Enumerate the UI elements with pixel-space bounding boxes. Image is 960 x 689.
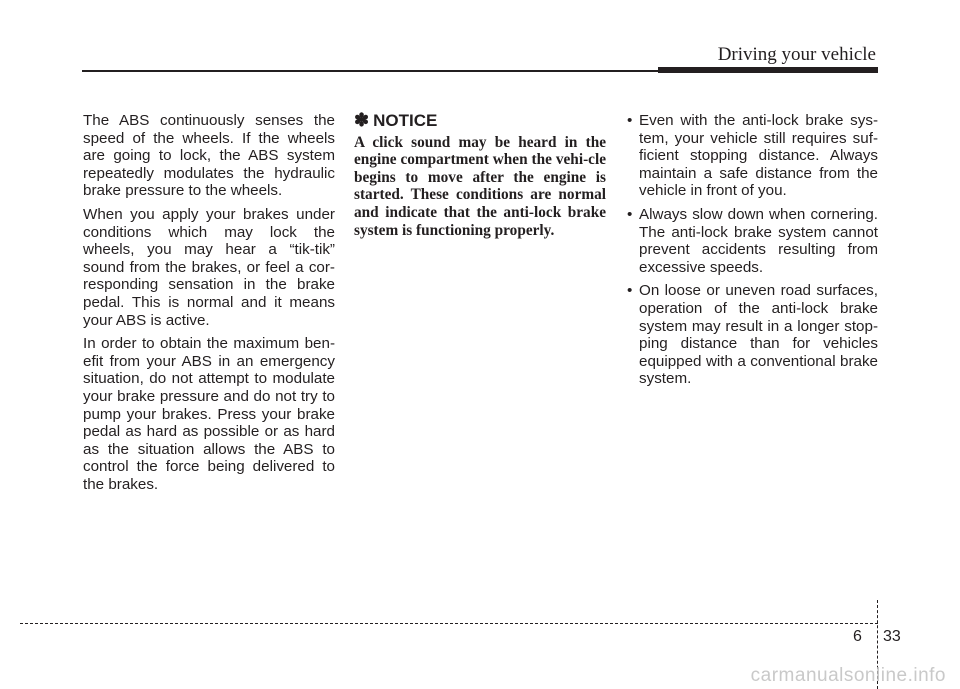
list-item: • Even with the anti-lock brake sys-tem, your vehicle still requires suf-ficient stopping distance. Always maintain a safe distance from the vehicle in front of you. — [625, 112, 878, 200]
list-item: • On loose or uneven road surfaces, operation of the anti-lock brake system may result in a longer stop-ping distance than for vehicles equipped with a conventional brake system. — [625, 282, 878, 388]
column-abs-description — [83, 112, 335, 499]
notice-box — [354, 112, 606, 245]
list-item: • Always slow down when cornering. The anti-lock brake system cannot prevent accidents resulting from excessive speeds. — [625, 206, 878, 276]
header-rule-accent — [658, 67, 878, 73]
bullet-list — [625, 112, 878, 388]
section-title: Driving your vehicle — [717, 44, 876, 65]
column-bullets — [625, 112, 878, 394]
paragraph: In order to obtain the maximum ben-efit from your ABS in an emergency situation, do not attempt to modulate your brake pressure and do not try to pump your brakes. Press your brake pedal as hard as possible or as hard as the situation allows the ABS to control the force being delivered to the brakes. — [83, 335, 335, 493]
watermark: carmanualsonline.info — [750, 665, 946, 686]
notice-body: A click sound may be heard in the engine compartment when the vehi-cle begins to move after the engine is started. These conditions are normal and indicate that the anti-lock brake system is functioning properly. — [354, 133, 606, 239]
page-number: 33 — [883, 628, 901, 645]
notice-title: NOTICE — [373, 111, 438, 130]
notice-heading — [354, 112, 606, 130]
footer-rule — [20, 623, 878, 624]
notice-asterisk-icon: ✽ — [354, 110, 370, 130]
chapter-number: 6 — [853, 628, 862, 645]
paragraph: The ABS continuously senses the speed of the wheels. If the wheels are going to lock, the ABS system repeatedly modulates the hydraulic brake pressure to the wheels. — [83, 112, 335, 200]
paragraph: When you apply your brakes under conditions which may lock the wheels, you may hear a “tik-tik” sound from the brakes, or feel a cor-responding sensation in the brake pedal. This is normal and it means your ABS is active. — [83, 205, 335, 329]
